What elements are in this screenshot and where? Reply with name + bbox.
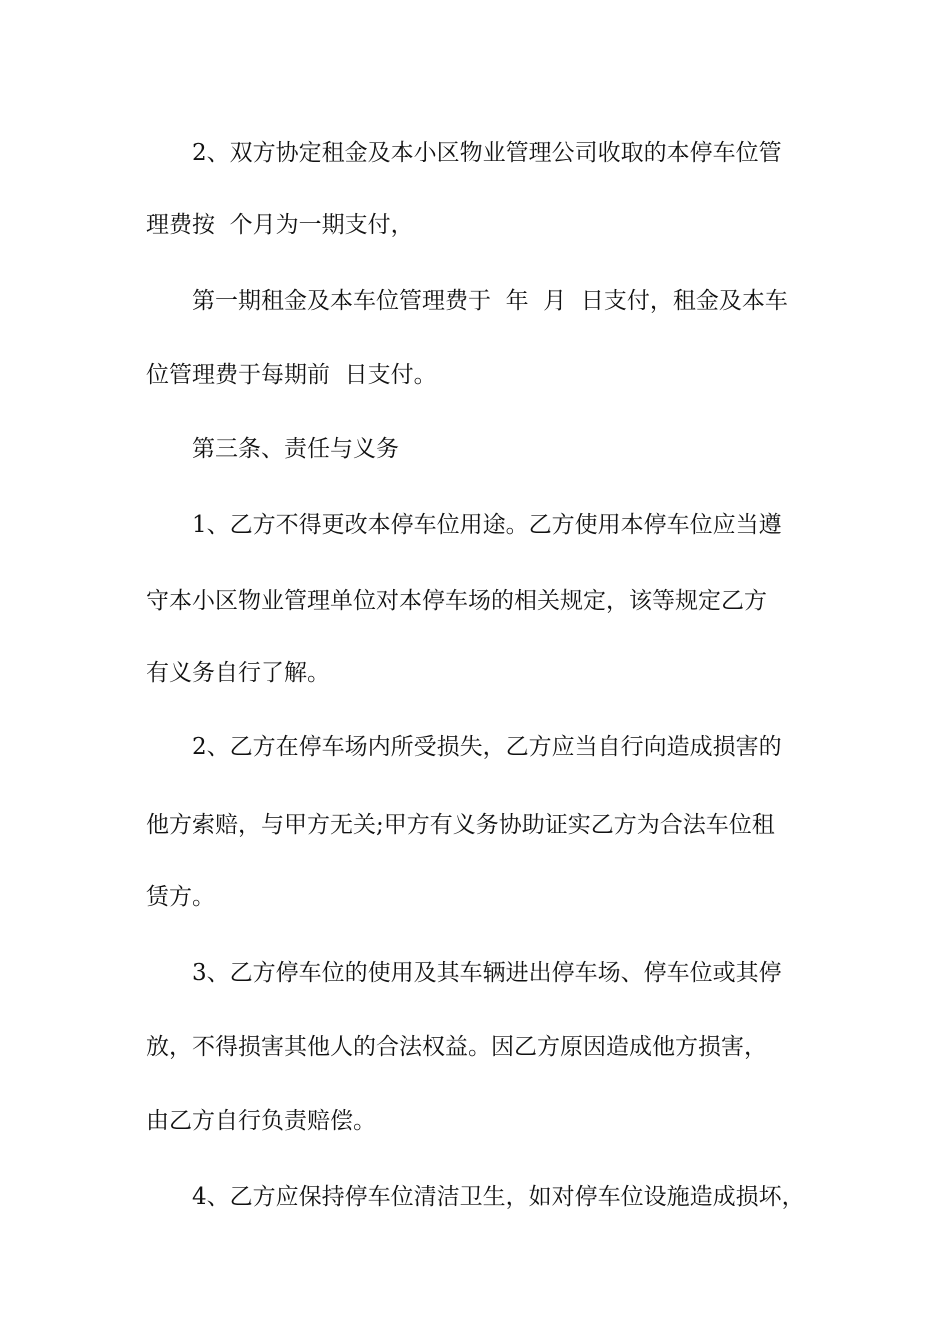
paragraph-line: 守本小区物业管理单位对本停车场的相关规定，该等规定乙方 (146, 588, 767, 614)
paragraph-line: 第一期租金及本车位管理费于 年 月 日支付，租金及本车 (192, 288, 788, 314)
paragraph-line: 他方索赔，与甲方无关;甲方有义务协助证实乙方为合法车位租 (146, 812, 775, 838)
section-heading: 第三条、责任与义务 (192, 436, 399, 462)
paragraph-line: 放，不得损害其他人的合法权益。因乙方原因造成他方损害， (146, 1034, 767, 1060)
paragraph-line: 赁方。 (146, 884, 215, 910)
paragraph-line: 2、双方协定租金及本小区物业管理公司收取的本停车位管 (192, 140, 782, 166)
paragraph-line: 3、乙方停车位的使用及其车辆进出停车场、停车位或其停 (192, 960, 782, 986)
paragraph-line: 理费按 个月为一期支付， (146, 212, 414, 238)
paragraph-line: 4、乙方应保持停车位清洁卫生，如对停车位设施造成损坏， (192, 1184, 805, 1210)
paragraph-line: 2、乙方在停车场内所受损失，乙方应当自行向造成损害的 (192, 734, 782, 760)
paragraph-line: 有义务自行了解。 (146, 660, 330, 686)
paragraph-line: 1、乙方不得更改本停车位用途。乙方使用本停车位应当遵 (192, 512, 782, 538)
paragraph-line: 由乙方自行负责赔偿。 (146, 1108, 376, 1134)
paragraph-line: 位管理费于每期前 日支付。 (146, 362, 437, 388)
